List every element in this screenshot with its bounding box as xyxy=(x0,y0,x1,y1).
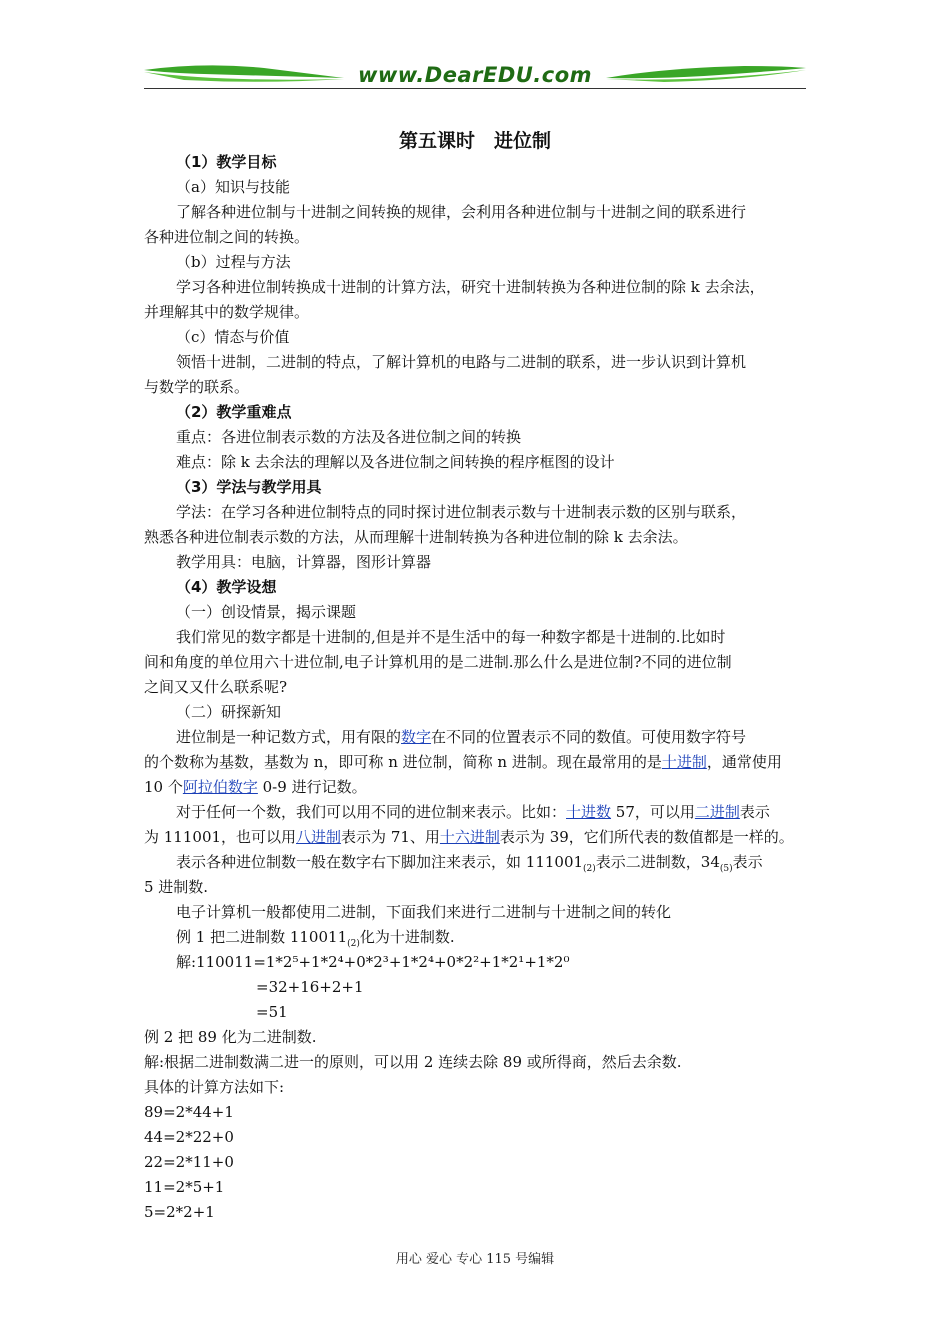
calc-line: 89=2*44+1 xyxy=(144,1103,234,1121)
paragraph-line: 间和角度的单位用六十进位制,电子计算机用的是二进制.那么什么是进位制?不同的进位制 xyxy=(144,653,732,671)
subsection-label: （c）情态与价值 xyxy=(176,328,290,346)
paragraph-line: 领悟十进制，二进制的特点，了解计算机的电路与二进制的联系，进一步认识到计算机 xyxy=(176,353,747,371)
paragraph-line: 电子计算机一般都使用二进制，下面我们来进行二进制与十进制之间的转化 xyxy=(176,903,672,921)
section-heading: （4）教学设想 xyxy=(176,578,277,596)
calc-line: 44=2*22+0 xyxy=(144,1128,234,1146)
subsection-label: （二）研探新知 xyxy=(176,703,282,721)
link-octal[interactable]: 八进制 xyxy=(296,828,342,846)
paragraph-line: 学习各种进位制转换成十进制的计算方法，研究十进制转换为各种进位制的除 k 去余法， xyxy=(176,278,765,296)
link-arabic-numerals[interactable]: 阿拉伯数字 xyxy=(182,778,258,796)
paragraph-line: 难点：除 k 去余法的理解以及各进位制之间转换的程序框图的设计 xyxy=(176,453,615,471)
site-header xyxy=(144,58,806,92)
paragraph-line: 与数学的联系。 xyxy=(144,378,250,396)
calc-line: 5=2*2+1 xyxy=(144,1203,215,1221)
link-hexadecimal[interactable]: 十六进制 xyxy=(439,828,500,846)
section-heading: （1）教学目标 xyxy=(176,153,277,171)
page-title: 第五课时 进位制 xyxy=(398,130,551,152)
example-2: 例 2 把 89 化为二进制数. xyxy=(144,1028,317,1046)
solution-line: 具体的计算方法如下: xyxy=(144,1078,285,1096)
link-decimal-number[interactable]: 十进数 xyxy=(566,803,612,821)
example-1: 例 1 把二进制数 $110011_{(2)}$化为十进制数. xyxy=(176,928,455,949)
paragraph-line: 进位制是一种记数方式，用有限的数字在不同的位置表示不同的数值。可使用数字符号 xyxy=(176,728,747,746)
subsection-label: （b）过程与方法 xyxy=(176,253,291,271)
paragraph-line: 表示各种进位制数一般在数字右下脚加注来表示，如 $111001_{(2)}$表示二进制数，$34_{(5)}$表示 xyxy=(176,853,763,874)
paragraph-line: 之间又又什么联系呢? xyxy=(144,678,288,696)
paragraph-line: 5 进制数. xyxy=(144,878,209,896)
section-heading: （2）教学重难点 xyxy=(176,403,292,421)
solution-line: =32+16+2+1 xyxy=(256,978,364,996)
paragraph-line: 我们常见的数字都是十进制的,但是并不是生活中的每一种数字都是十进制的.比如时 xyxy=(176,628,726,646)
solution-line: 解:根据二进制数满二进一的原则，可以用 2 连续去除 89 或所得商，然后去余数. xyxy=(144,1053,682,1071)
header-rule xyxy=(144,88,806,89)
paragraph-line: 各种进位制之间的转换。 xyxy=(144,228,310,246)
section-heading: （3）学法与教学用具 xyxy=(176,478,322,496)
paragraph-line: 教学用具：电脑，计算器，图形计算器 xyxy=(176,553,432,571)
link-decimal[interactable]: 十进制 xyxy=(661,753,707,771)
paragraph-line: 了解各种进位制与十进制之间转换的规律，会利用各种进位制与十进制之间的联系进行 xyxy=(176,203,747,221)
paragraph-line: 为 111001，也可以用八进制表示为 71、用十六进制表示为 39，它们所代表的数值都是一样的。 xyxy=(144,828,794,846)
solution-line: =51 xyxy=(256,1003,288,1021)
paragraph-line: 重点：各进位制表示数的方法及各进位制之间的转换 xyxy=(176,428,522,446)
subsection-label: （a）知识与技能 xyxy=(176,178,290,196)
solution-line: 解:110011=1*2⁵+1*2⁴+0*2³+1*2⁴+0*2²+1*2¹+1*2⁰ xyxy=(176,953,570,971)
paragraph-line: 熟悉各种进位制表示数的方法，从而理解十进制转换为各种进位制的除 k 去余法。 xyxy=(144,528,688,546)
paragraph-line: 10 个阿拉伯数字 0-9 进行记数。 xyxy=(144,778,367,796)
link-digits[interactable]: 数字 xyxy=(401,728,432,746)
paragraph-line: 学法：在学习各种进位制特点的同时探讨进位制表示数与十进制表示数的区别与联系， xyxy=(176,503,747,521)
paragraph-line: 并理解其中的数学规律。 xyxy=(144,303,310,321)
paragraph-line: 的个数称为基数，基数为 n，即可称 n 进位制，简称 n 进制。现在最常用的是十进制，通常使用 xyxy=(144,753,782,771)
calc-line: 22=2*11+0 xyxy=(144,1153,234,1171)
site-logo-text: www.DearEDU.com xyxy=(357,63,593,87)
document-body xyxy=(144,150,808,1225)
subsection-label: （一）创设情景，揭示课题 xyxy=(176,603,357,621)
link-binary[interactable]: 二进制 xyxy=(694,803,740,821)
paragraph-line: 对于任何一个数，我们可以用不同的进位制来表示。比如：十进数 57，可以用二进制表示 xyxy=(176,803,770,821)
calc-line: 11=2*5+1 xyxy=(144,1178,225,1196)
page-footer: 用心 爱心 专心 115 号编辑 xyxy=(395,1252,555,1267)
